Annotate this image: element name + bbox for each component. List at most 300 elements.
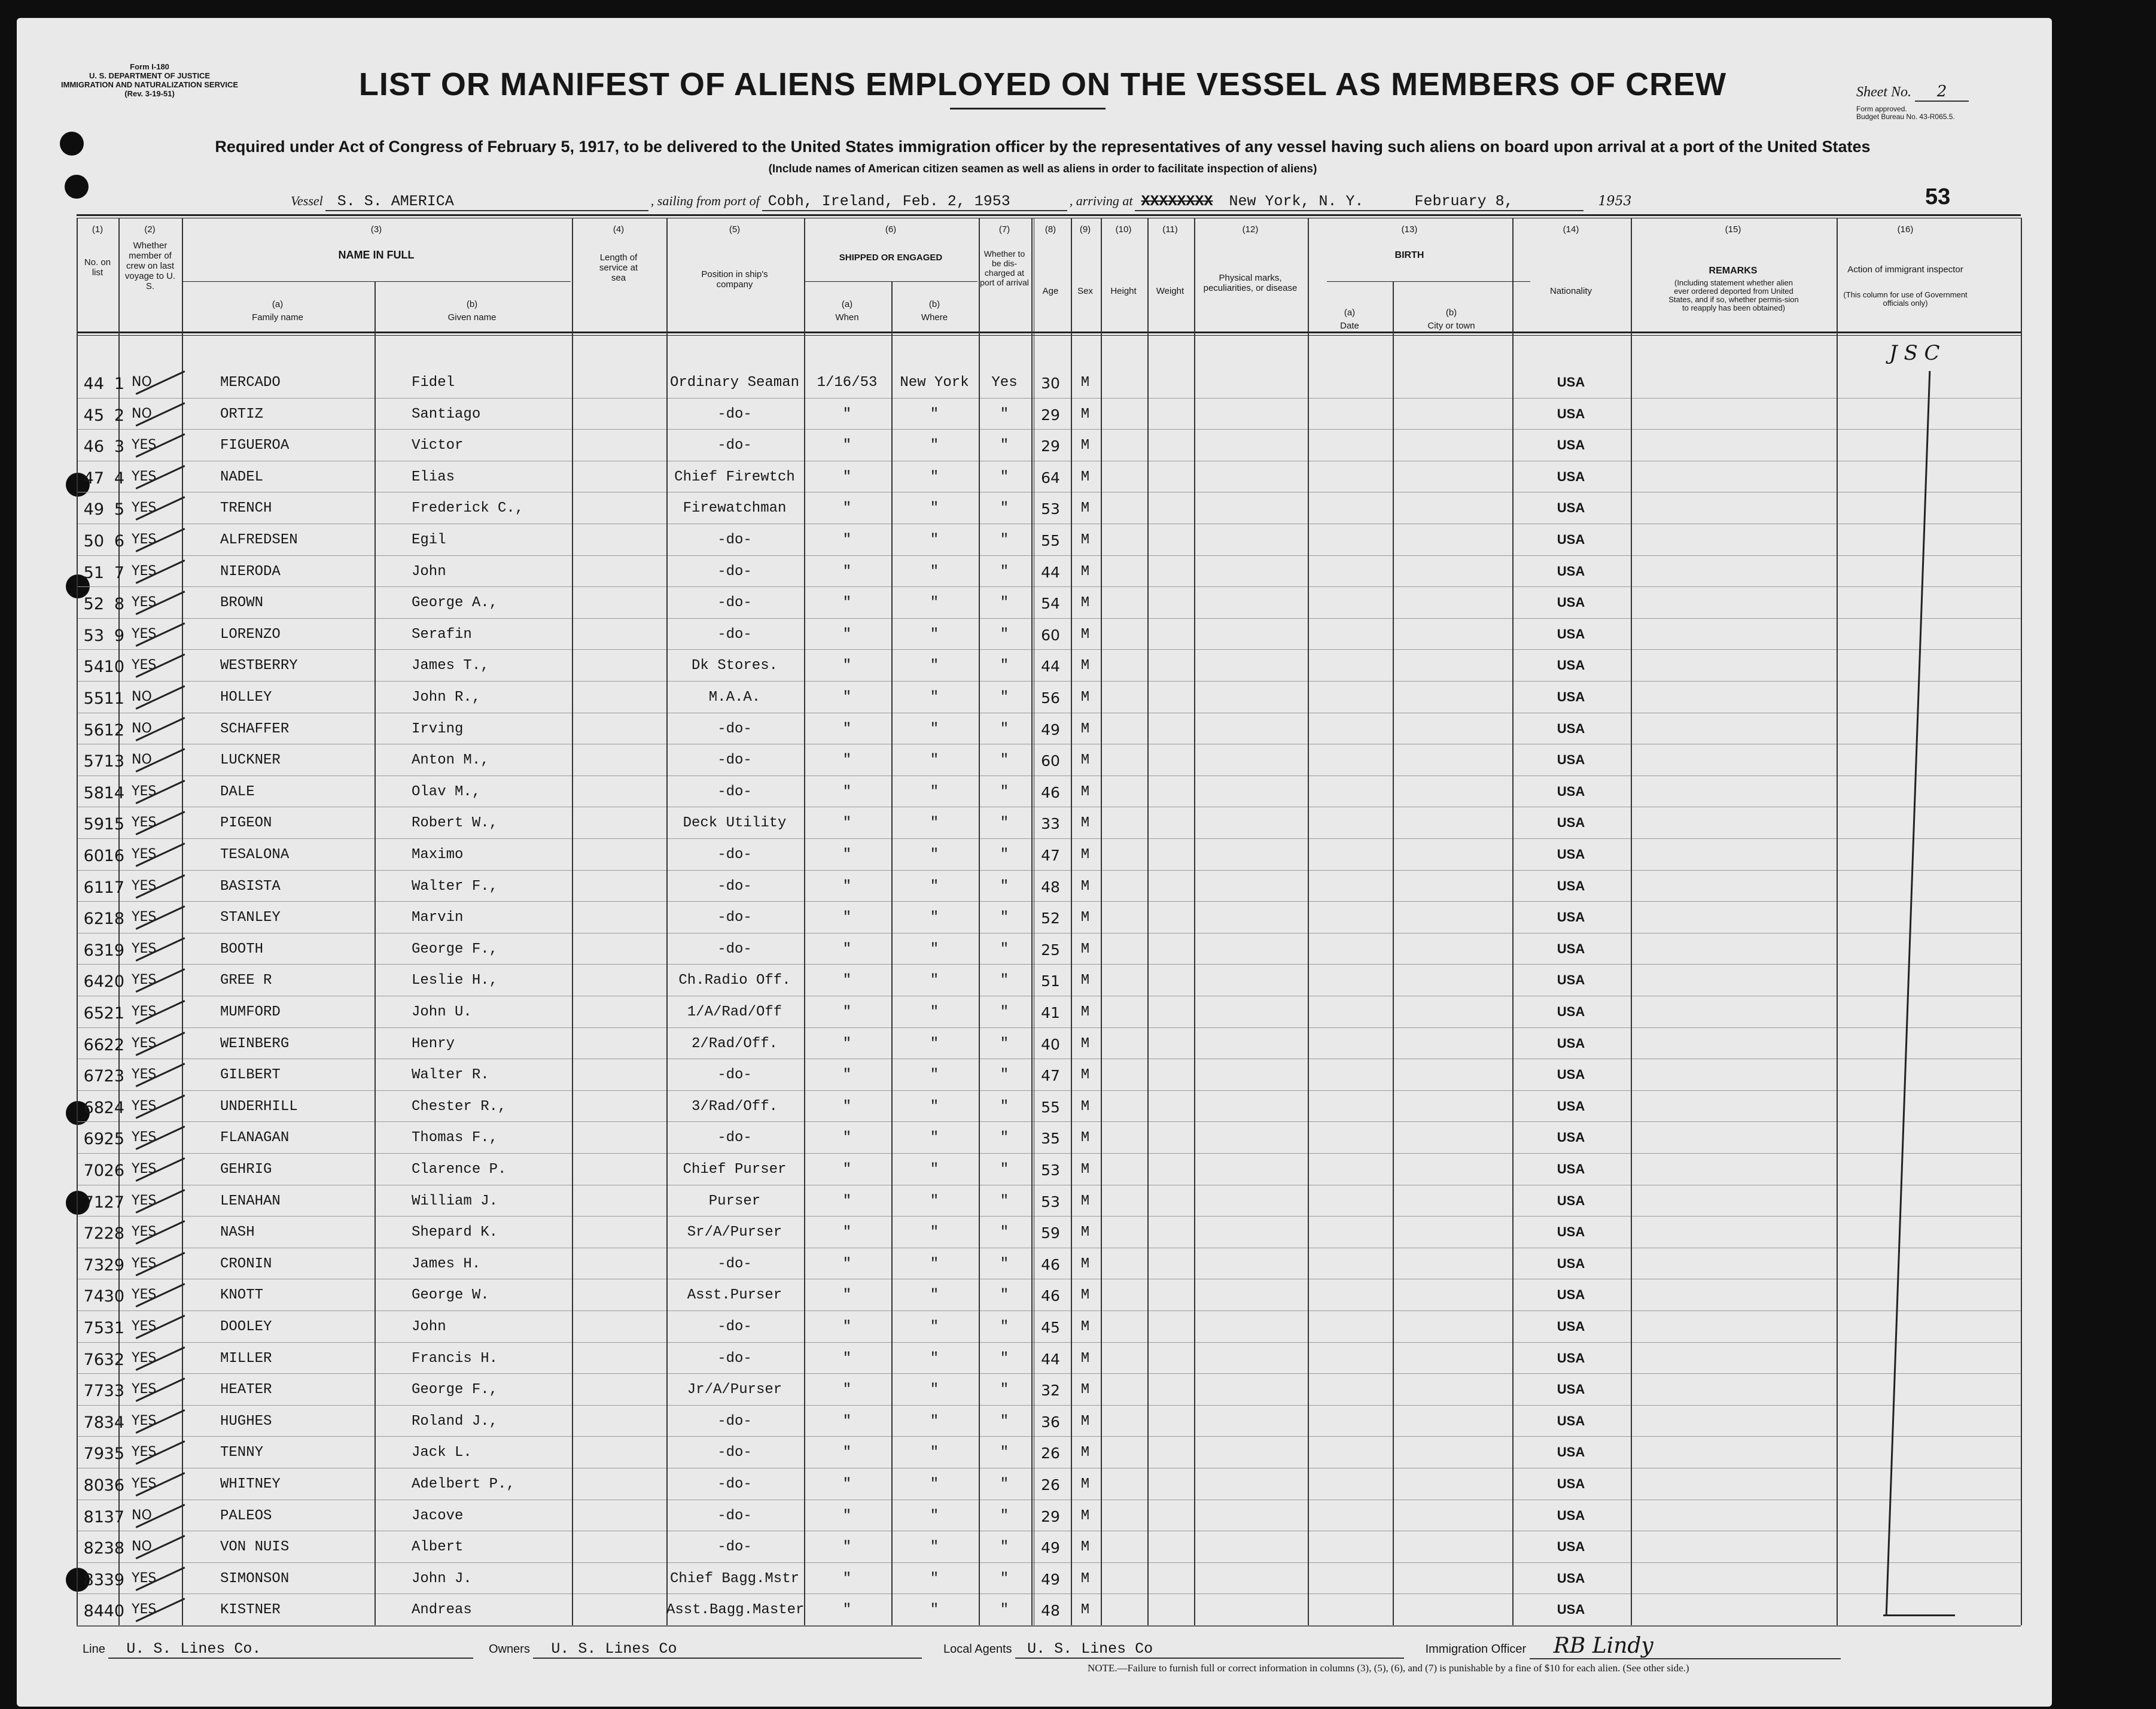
cell-line: 70 bbox=[83, 1161, 104, 1180]
name-subheader-rule bbox=[182, 281, 571, 282]
cell-sex: M bbox=[1080, 1256, 1090, 1272]
cell-disch: " bbox=[1000, 1004, 1009, 1020]
cell-when: " bbox=[842, 1445, 852, 1461]
cell-line: 79 bbox=[83, 1445, 104, 1463]
header-bottom-rule-inner bbox=[77, 335, 2021, 336]
cell-line: 69 bbox=[83, 1130, 104, 1148]
cell-prev: YES bbox=[132, 595, 157, 610]
cell-age: 29 bbox=[1041, 1508, 1060, 1525]
cell-no: 7 bbox=[114, 564, 124, 582]
cell-prev: YES bbox=[132, 847, 157, 862]
cell-prev: YES bbox=[132, 658, 157, 673]
cell-nat: USA bbox=[1557, 1067, 1585, 1082]
vessel-name: S. S. AMERICA bbox=[325, 193, 648, 211]
cell-age: 45 bbox=[1041, 1319, 1060, 1336]
cell-disch: " bbox=[1000, 910, 1009, 926]
cell-given: John J. bbox=[412, 1571, 472, 1587]
cell-position: Chief Purser bbox=[683, 1161, 787, 1178]
cell-prev: YES bbox=[132, 1351, 157, 1366]
cell-age: 26 bbox=[1041, 1445, 1060, 1462]
cell-no: 10 bbox=[103, 658, 124, 676]
cell-given: Clarence P. bbox=[412, 1161, 507, 1178]
header-birth: BIRTH bbox=[1394, 250, 1424, 260]
cell-disch: " bbox=[1000, 564, 1009, 580]
cell-sex: M bbox=[1080, 564, 1090, 580]
cell-no: 37 bbox=[103, 1508, 124, 1526]
cell-prev: YES bbox=[132, 1130, 157, 1145]
shipped-subheader-rule bbox=[804, 281, 977, 282]
header-nationality: Nationality bbox=[1549, 286, 1592, 296]
cell-line: 71 bbox=[83, 1193, 104, 1212]
row-rule bbox=[77, 1121, 2021, 1122]
cell-when: " bbox=[842, 941, 852, 957]
col-num-11: (11) bbox=[1162, 224, 1178, 235]
cell-disch: " bbox=[1000, 595, 1009, 611]
row-rule bbox=[77, 1027, 2021, 1028]
col-num-16: (16) bbox=[1897, 224, 1914, 235]
cell-age: 48 bbox=[1041, 1602, 1060, 1619]
cell-line: 56 bbox=[83, 721, 104, 740]
cell-nat: USA bbox=[1557, 1256, 1585, 1271]
cell-when: " bbox=[842, 1224, 852, 1240]
inspector-bracket-line bbox=[1886, 371, 1931, 1616]
cell-age: 53 bbox=[1041, 1161, 1060, 1179]
cell-line: 51 bbox=[83, 564, 104, 582]
cell-prev: YES bbox=[132, 1382, 157, 1397]
cell-where: " bbox=[930, 595, 939, 611]
cell-where: " bbox=[930, 1445, 939, 1461]
cell-sex: M bbox=[1080, 1351, 1090, 1367]
column-rule bbox=[1147, 218, 1149, 1625]
cell-no: 8 bbox=[114, 595, 124, 613]
header-birth-city: City or town bbox=[1427, 321, 1475, 331]
cell-nat: USA bbox=[1557, 784, 1585, 799]
cell-line: 77 bbox=[83, 1382, 104, 1400]
cell-age: 49 bbox=[1041, 1571, 1060, 1588]
cell-family: WHITNEY bbox=[220, 1476, 281, 1492]
row-rule bbox=[77, 1405, 2021, 1406]
cell-disch: " bbox=[1000, 1193, 1009, 1209]
cell-no: 28 bbox=[103, 1224, 124, 1243]
row-rule bbox=[77, 901, 2021, 902]
cell-when: " bbox=[842, 1413, 852, 1430]
cell-given: John R., bbox=[412, 689, 481, 706]
cell-position: Sr/A/Purser bbox=[687, 1224, 782, 1240]
cell-when: " bbox=[842, 1256, 852, 1272]
cell-position: -do- bbox=[717, 564, 752, 580]
cell-sex: M bbox=[1080, 910, 1090, 926]
page-subnote: (Include names of American citizen seamen as well as aliens in order to facilitate inspection of aliens) bbox=[768, 163, 1317, 175]
column-rule bbox=[1837, 218, 1838, 1625]
cell-given: Egil bbox=[412, 532, 446, 548]
cell-where: " bbox=[930, 532, 939, 548]
title-underline bbox=[950, 108, 1106, 110]
cell-prev: YES bbox=[132, 564, 157, 579]
cell-disch: " bbox=[1000, 658, 1009, 674]
cell-where: " bbox=[930, 1161, 939, 1178]
cell-prev: YES bbox=[132, 815, 157, 830]
cell-nat: USA bbox=[1557, 658, 1585, 673]
cell-family: BROWN bbox=[220, 595, 264, 611]
cell-sex: M bbox=[1080, 941, 1090, 957]
cell-nat: USA bbox=[1557, 1099, 1585, 1114]
cell-where: " bbox=[930, 1508, 939, 1524]
cell-age: 25 bbox=[1041, 941, 1060, 959]
cell-where: " bbox=[930, 1067, 939, 1083]
cell-disch: " bbox=[1000, 532, 1009, 548]
cell-sex: M bbox=[1080, 847, 1090, 863]
row-rule bbox=[77, 398, 2021, 399]
cell-disch: " bbox=[1000, 1161, 1009, 1178]
cell-age: 64 bbox=[1041, 469, 1060, 486]
cell-where: " bbox=[930, 878, 939, 895]
header-where-sub: (b) bbox=[928, 299, 940, 309]
cell-family: MERCADO bbox=[220, 375, 281, 391]
cell-given: James T., bbox=[412, 658, 489, 674]
form-approval bbox=[1856, 105, 1955, 121]
cell-prev: YES bbox=[132, 1319, 157, 1334]
cell-prev: YES bbox=[132, 1476, 157, 1491]
cell-disch: " bbox=[1000, 469, 1009, 485]
cell-no: 40 bbox=[103, 1602, 124, 1620]
officer-label: Immigration Officer bbox=[1425, 1643, 1527, 1656]
cell-position: Ch.Radio Off. bbox=[678, 972, 791, 989]
cell-when: " bbox=[842, 1099, 852, 1115]
cell-nat: USA bbox=[1557, 1602, 1585, 1617]
cell-position: -do- bbox=[717, 532, 752, 548]
arriving-port bbox=[1135, 193, 1583, 211]
cell-no: 29 bbox=[103, 1256, 124, 1275]
cell-when: " bbox=[842, 500, 852, 516]
cell-where: " bbox=[930, 1224, 939, 1240]
column-rule bbox=[1631, 218, 1632, 1625]
cell-when: " bbox=[842, 910, 852, 926]
cell-no: 22 bbox=[103, 1036, 124, 1054]
cell-sex: M bbox=[1080, 1161, 1090, 1178]
cell-prev: YES bbox=[132, 500, 157, 515]
cell-age: 26 bbox=[1041, 1476, 1060, 1494]
cell-given: Maximo bbox=[412, 847, 464, 863]
cell-where: " bbox=[930, 784, 939, 800]
column-rule bbox=[182, 218, 183, 1625]
cell-nat: USA bbox=[1557, 1382, 1585, 1397]
cell-no: 31 bbox=[103, 1319, 124, 1337]
cell-family: BASISTA bbox=[220, 878, 281, 895]
cell-prev: YES bbox=[132, 784, 157, 799]
cell-position: Purser bbox=[708, 1193, 761, 1209]
cell-age: 55 bbox=[1041, 1099, 1060, 1116]
cell-line: 75 bbox=[83, 1319, 104, 1337]
cell-where: " bbox=[930, 1004, 939, 1020]
cell-nat: USA bbox=[1557, 469, 1585, 484]
cell-line: 60 bbox=[83, 847, 104, 865]
cell-where: " bbox=[930, 847, 939, 863]
vessel-label: Vessel bbox=[291, 193, 323, 208]
cell-when: " bbox=[842, 878, 852, 895]
cell-nat: USA bbox=[1557, 1193, 1585, 1208]
cell-prev: YES bbox=[132, 1571, 157, 1586]
cell-family: LENAHAN bbox=[220, 1193, 281, 1209]
col-num-15: (15) bbox=[1725, 224, 1741, 235]
cell-family: KNOTT bbox=[220, 1287, 264, 1303]
cell-nat: USA bbox=[1557, 1351, 1585, 1366]
row-rule bbox=[77, 586, 2021, 587]
cell-sex: M bbox=[1080, 1099, 1090, 1115]
header-physical: Physical marks, peculiarities, or disease bbox=[1203, 273, 1298, 293]
cell-disch: " bbox=[1000, 1508, 1009, 1524]
cell-when: " bbox=[842, 1476, 852, 1492]
cell-no: 33 bbox=[103, 1382, 124, 1400]
cell-nat: USA bbox=[1557, 595, 1585, 610]
row-rule bbox=[77, 870, 2021, 871]
cell-family: FLANAGAN bbox=[220, 1130, 290, 1146]
cell-disch: " bbox=[1000, 972, 1009, 989]
cell-age: 44 bbox=[1041, 658, 1060, 675]
cell-line: 84 bbox=[83, 1602, 104, 1620]
cell-when: " bbox=[842, 1571, 852, 1587]
cell-no: 34 bbox=[103, 1413, 124, 1432]
header-name-in-full: NAME IN FULL bbox=[338, 249, 415, 261]
cell-nat: USA bbox=[1557, 564, 1585, 579]
arrival-date: February 8, bbox=[1414, 193, 1514, 210]
cell-prev: YES bbox=[132, 1067, 157, 1082]
col-num-7: (7) bbox=[998, 224, 1010, 235]
cell-position: Chief Bagg.Mstr bbox=[669, 1571, 800, 1587]
cell-when: " bbox=[842, 689, 852, 706]
cell-nat: USA bbox=[1557, 627, 1585, 641]
col-num-1: (1) bbox=[92, 224, 103, 235]
row-rule bbox=[77, 681, 2021, 682]
row-rule bbox=[77, 1562, 2021, 1563]
cell-given: Roland J., bbox=[412, 1413, 498, 1430]
cell-position: -do- bbox=[717, 910, 752, 926]
cell-family: FIGUEROA bbox=[220, 437, 290, 454]
cell-position: Ordinary Seaman bbox=[669, 375, 800, 391]
cell-sex: M bbox=[1080, 658, 1090, 674]
cell-sex: M bbox=[1080, 627, 1090, 643]
cell-family: HUGHES bbox=[220, 1413, 272, 1430]
cell-sex: M bbox=[1080, 1602, 1090, 1618]
cell-given: James H. bbox=[412, 1256, 481, 1272]
cell-age: 53 bbox=[1041, 1193, 1060, 1211]
cell-when: " bbox=[842, 1602, 852, 1618]
cell-age: 60 bbox=[1041, 627, 1060, 644]
department-name: U. S. DEPARTMENT OF JUSTICE bbox=[89, 71, 211, 80]
cell-line: 62 bbox=[83, 910, 104, 928]
cell-family: GILBERT bbox=[220, 1067, 281, 1083]
cell-prev: YES bbox=[132, 469, 157, 484]
cell-sex: M bbox=[1080, 375, 1090, 391]
cell-nat: USA bbox=[1557, 910, 1585, 925]
cell-disch: " bbox=[1000, 1445, 1009, 1461]
cell-given: Fidel bbox=[412, 375, 455, 391]
cell-family: LORENZO bbox=[220, 627, 281, 643]
cell-sex: M bbox=[1080, 437, 1090, 454]
cell-family: NADEL bbox=[220, 469, 264, 485]
sailing-port: Cobh, Ireland, Feb. 2, 1953 bbox=[762, 193, 1067, 211]
cell-prev: YES bbox=[132, 1224, 157, 1239]
header-given: Given name bbox=[447, 312, 497, 323]
cell-when: " bbox=[842, 1067, 852, 1083]
row-rule bbox=[77, 838, 2021, 839]
cell-nat: USA bbox=[1557, 1508, 1585, 1523]
cell-position: -do- bbox=[717, 878, 752, 895]
column-rule bbox=[572, 218, 573, 1625]
cell-position: -do- bbox=[717, 721, 752, 737]
cell-family: NASH bbox=[220, 1224, 255, 1240]
cell-prev: NO bbox=[132, 375, 152, 390]
cell-line: 82 bbox=[83, 1539, 104, 1558]
cell-position: -do- bbox=[717, 847, 752, 863]
row-rule bbox=[77, 1625, 2021, 1626]
arrival-year: 1953 bbox=[1598, 194, 1632, 209]
cell-given: George A., bbox=[412, 595, 498, 611]
cell-where: " bbox=[930, 910, 939, 926]
cell-no: 24 bbox=[103, 1099, 124, 1117]
cell-when: " bbox=[842, 1319, 852, 1335]
cell-age: 41 bbox=[1041, 1004, 1060, 1021]
cell-given: George F., bbox=[412, 1382, 498, 1398]
cell-family: GREE R bbox=[220, 972, 272, 989]
cell-given: Anton M., bbox=[412, 752, 489, 768]
cell-prev: YES bbox=[132, 437, 157, 452]
cell-given: Elias bbox=[412, 469, 455, 485]
column-rule bbox=[1393, 281, 1394, 1625]
cell-age: 40 bbox=[1041, 1036, 1060, 1053]
cell-prev: YES bbox=[132, 532, 157, 547]
cell-family: WESTBERRY bbox=[220, 658, 298, 674]
cell-line: 49 bbox=[83, 500, 104, 519]
cell-position: -do- bbox=[717, 1508, 752, 1524]
cell-family: SCHAFFER bbox=[220, 721, 290, 737]
cell-family: ORTIZ bbox=[220, 406, 264, 422]
cell-line: 44 bbox=[83, 375, 104, 393]
cell-when: " bbox=[842, 752, 852, 768]
cell-age: 53 bbox=[1041, 500, 1060, 518]
cell-position: -do- bbox=[717, 1351, 752, 1367]
cell-given: Chester R., bbox=[412, 1099, 507, 1115]
cell-line: 50 bbox=[83, 532, 104, 551]
cell-where: " bbox=[930, 1319, 939, 1335]
row-rule bbox=[77, 1373, 2021, 1374]
cell-given: Marvin bbox=[412, 910, 464, 926]
cell-prev: YES bbox=[132, 910, 157, 925]
cell-position: -do- bbox=[717, 406, 752, 422]
cell-nat: USA bbox=[1557, 1036, 1585, 1051]
sailing-label: , sailing from port of bbox=[650, 193, 760, 208]
cell-family: PIGEON bbox=[220, 815, 272, 831]
cell-age: 55 bbox=[1041, 532, 1060, 549]
cell-when: " bbox=[842, 784, 852, 800]
header-age: Age bbox=[1042, 286, 1059, 296]
cell-age: 32 bbox=[1041, 1382, 1060, 1399]
cell-age: 46 bbox=[1041, 1287, 1060, 1304]
cell-family: LUCKNER bbox=[220, 752, 281, 768]
cell-sex: M bbox=[1080, 406, 1090, 422]
cell-age: 29 bbox=[1041, 437, 1060, 455]
header-position: Position in ship's company bbox=[701, 269, 768, 290]
cell-where: " bbox=[930, 1099, 939, 1115]
cell-nat: USA bbox=[1557, 1476, 1585, 1491]
cell-sex: M bbox=[1080, 469, 1090, 485]
cell-position: -do- bbox=[717, 1067, 752, 1083]
col-num-8: (8) bbox=[1044, 224, 1056, 235]
cell-line: 54 bbox=[83, 658, 104, 676]
cell-when: 1/16/53 bbox=[817, 375, 878, 391]
service-name: IMMIGRATION AND NATURALIZATION SERVICE bbox=[61, 80, 239, 89]
row-rule bbox=[77, 964, 2021, 965]
cell-position: Deck Utility bbox=[683, 815, 787, 831]
cell-prev: YES bbox=[132, 1099, 157, 1114]
cell-given: Victor bbox=[412, 437, 464, 454]
cell-line: 46 bbox=[83, 437, 104, 456]
cell-where: New York bbox=[900, 375, 969, 391]
cell-where: " bbox=[930, 1256, 939, 1272]
cell-no: 6 bbox=[114, 532, 124, 551]
column-rule bbox=[2021, 218, 2022, 1625]
row-rule bbox=[77, 1342, 2021, 1343]
cell-when: " bbox=[842, 627, 852, 643]
cell-prev: YES bbox=[132, 972, 157, 987]
cell-age: 49 bbox=[1041, 721, 1060, 738]
cell-sex: M bbox=[1080, 1067, 1090, 1083]
cell-sex: M bbox=[1080, 1224, 1090, 1240]
col-num-10: (10) bbox=[1115, 224, 1132, 235]
cell-age: 44 bbox=[1041, 564, 1060, 581]
cell-given: William J. bbox=[412, 1193, 498, 1209]
inspector-bracket-foot bbox=[1883, 1614, 1955, 1616]
cell-age: 35 bbox=[1041, 1130, 1060, 1147]
officer-signature: RB Lindy bbox=[1530, 1634, 1841, 1659]
cell-given: Andreas bbox=[412, 1602, 472, 1618]
cell-sex: M bbox=[1080, 1036, 1090, 1052]
header-height: Height bbox=[1110, 286, 1137, 296]
cell-disch: " bbox=[1000, 1351, 1009, 1367]
cell-family: UNDERHILL bbox=[220, 1099, 298, 1115]
cell-line: 53 bbox=[83, 627, 104, 645]
cell-prev: NO bbox=[132, 689, 152, 704]
cell-line: 83 bbox=[83, 1571, 104, 1589]
cell-when: " bbox=[842, 658, 852, 674]
cell-line: 57 bbox=[83, 752, 104, 771]
cell-when: " bbox=[842, 1036, 852, 1052]
cell-given: Olav M., bbox=[412, 784, 481, 800]
cell-prev: YES bbox=[132, 1445, 157, 1459]
col-num-3: (3) bbox=[370, 224, 382, 235]
cell-no: 21 bbox=[103, 1004, 124, 1023]
cell-position: -do- bbox=[717, 595, 752, 611]
cell-given: John U. bbox=[412, 1004, 472, 1020]
sheet-number bbox=[1856, 83, 1969, 102]
cell-position: -do- bbox=[717, 1539, 752, 1555]
cell-disch: " bbox=[1000, 689, 1009, 706]
cell-when: " bbox=[842, 721, 852, 737]
cell-nat: USA bbox=[1557, 406, 1585, 421]
row-rule bbox=[77, 1090, 2021, 1091]
table-top-rule bbox=[77, 214, 2021, 216]
cell-position: -do- bbox=[717, 627, 752, 643]
cell-where: " bbox=[930, 564, 939, 580]
cell-age: 49 bbox=[1041, 1539, 1060, 1556]
cell-line: 64 bbox=[83, 972, 104, 991]
cell-no: 2 bbox=[114, 406, 124, 425]
cell-age: 60 bbox=[1041, 752, 1060, 770]
cell-nat: USA bbox=[1557, 532, 1585, 547]
cell-disch: " bbox=[1000, 752, 1009, 768]
cell-no: 38 bbox=[103, 1539, 124, 1558]
cell-sex: M bbox=[1080, 1539, 1090, 1555]
cell-where: " bbox=[930, 815, 939, 831]
